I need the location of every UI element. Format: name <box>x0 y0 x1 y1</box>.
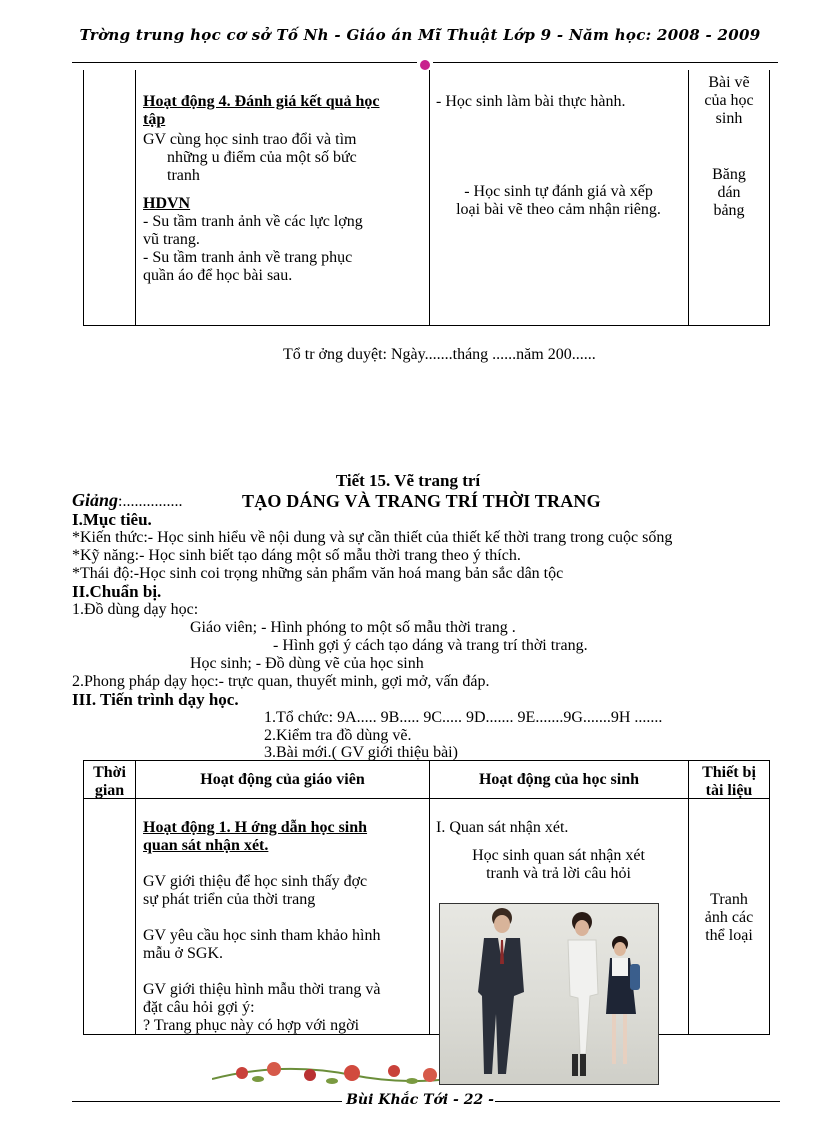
page-footer: Bùi Khắc Tới - 22 - <box>346 1092 494 1108</box>
header-equipment <box>689 764 769 800</box>
section-objectives-heading: I.Mục tiêu. <box>72 510 152 529</box>
activity4-line: những u điểm của một số bức <box>167 149 357 166</box>
teacher-line: sự phát triển của thời trang <box>143 891 316 908</box>
section-process-heading: III. Tiến trình dạy học. <box>72 690 239 709</box>
column-divider <box>688 70 689 325</box>
teacher-line: GV yêu cầu học sinh tham khảo hình <box>143 927 381 944</box>
page-header: Trờng trung học cơ sở Tố Nh - Giáo án Mĩ Thuật Lớp 9 - Năm học: 2008 - 2009 <box>79 26 761 44</box>
process-line: 3.Bài mới.( GV giới thiệu bài) <box>264 744 458 761</box>
equip-line: ảnh các <box>704 909 754 926</box>
activity4-line: tranh <box>167 167 200 184</box>
teacher-line: mẫu ở SGK. <box>143 945 224 962</box>
preparation-line: Giáo viên; - Hình phóng to một số mẫu thời trang . <box>190 619 516 636</box>
student-line: - Học sinh làm bài thực hành. <box>436 93 626 110</box>
student-heading: I. Quan sát nhận xét. <box>436 819 569 836</box>
hdvn-line: - Su tầm tranh ảnh về các lực lợng <box>143 213 363 230</box>
equip-line: thể loại <box>705 927 753 944</box>
hdvn-line: quần áo để học bài sau. <box>143 267 293 284</box>
teacher-line: GV giới thiệu hình mẫu thời trang và <box>143 981 381 998</box>
teacher-activity-cell <box>143 819 425 1035</box>
column-divider <box>688 761 689 1034</box>
column-divider <box>429 70 430 325</box>
equipment-cell <box>690 891 768 945</box>
activity4-line: GV cùng học sinh trao đổi và tìm <box>143 131 357 148</box>
header-teacher-activity: Hoạt động của giáo viên <box>200 771 365 788</box>
equip-line: Tranh <box>710 891 748 908</box>
activity4-title: Hoạt động 4. Đánh giá kết quả học tập <box>143 93 380 128</box>
header-time-line: Thời <box>93 764 126 781</box>
equip-line: của học <box>704 92 754 109</box>
process-line: 2.Kiểm tra đồ dùng vẽ. <box>264 727 412 744</box>
equip-line: Bài vẽ <box>708 74 750 91</box>
footer-rule-left <box>72 1101 342 1102</box>
activity1-title: quan sát nhận xét. <box>143 837 269 854</box>
equip-line: bảng <box>713 202 745 219</box>
header-rule-right <box>433 62 778 63</box>
preparation-line: Học sinh; - Đồ dùng vẽ của học sinh <box>190 655 424 672</box>
header-row-divider <box>84 798 769 799</box>
hdvn-line: - Su tầm tranh ảnh về trang phục <box>143 249 353 266</box>
preparation-line: 1.Đồ dùng dạy học: <box>72 601 199 618</box>
process-line: 1.Tổ chức: 9A..... 9B..... 9C..... 9D....... 9E.......9G.......9H ....... <box>264 709 663 726</box>
header-time <box>84 764 135 800</box>
approval-signature-line: Tổ tr ởng duyệt: Ngày.......tháng ......năm 200...... <box>283 346 596 363</box>
flower-ornament-icon <box>420 60 430 70</box>
fashion-figures-illustration <box>440 904 658 1084</box>
equip-line: Băng <box>712 166 746 183</box>
objective-line: *Kiến thức:- Học sinh hiểu về nội dung và sự cần thiết của thiết kế thời trang trong cuộc sống <box>72 529 673 546</box>
footer-rule-right <box>495 1101 780 1102</box>
header-equipment-line: Thiết bị <box>702 764 756 781</box>
giang-value: :............... <box>118 493 183 510</box>
teacher-line: đặt câu hỏi gợi ý: <box>143 999 255 1016</box>
objective-line: *Thái độ:-Học sinh coi trọng những sản phẩm văn hoá mang bản sắc dân tộc <box>72 565 564 582</box>
fashion-models-photo <box>439 903 659 1085</box>
giang-label: Giảng <box>72 490 119 510</box>
teacher-line: GV giới thiệu để học sinh thấy đợc <box>143 873 368 890</box>
section-preparation-heading: II.Chuẩn bị. <box>72 582 162 601</box>
hdvn-title: HDVN <box>143 195 191 212</box>
header-rule-left <box>72 62 417 63</box>
teacher-column-cell <box>143 93 403 285</box>
lesson-activity-table <box>83 760 770 1035</box>
preparation-line: 2.Phong pháp dạy học:- trực quan, thuyết minh, gợi mở, vấn đáp. <box>72 673 490 690</box>
equip-line: sinh <box>715 110 743 127</box>
hdvn-line: vũ trang. <box>143 231 200 248</box>
student-line: Học sinh quan sát nhận xét <box>472 847 645 864</box>
teacher-line: ? Trang phục này có hợp với ngời <box>143 1017 360 1034</box>
equip-line: dán <box>717 184 741 201</box>
column-divider <box>135 761 136 1034</box>
lesson-subtitle: TẠO DÁNG VÀ TRANG TRÍ THỜI TRANG <box>242 491 601 511</box>
header-student-activity: Hoạt động của học sinh <box>478 771 640 788</box>
objective-line: *Kỹ năng:- Học sinh biết tạo dáng một số mẫu thời trang theo ý thích. <box>72 547 521 564</box>
column-divider <box>135 70 136 325</box>
preparation-line: - Hình gợi ý cách tạo dáng và trang trí thời trang. <box>273 637 588 654</box>
student-column-cell <box>436 93 681 219</box>
student-line: - Học sinh tự đánh giá và xếp <box>464 183 653 200</box>
top-lesson-table <box>83 70 770 326</box>
giang-line <box>72 490 182 511</box>
student-line: tranh và trả lời câu hỏi <box>486 865 631 882</box>
equipment-column-cell <box>690 74 768 220</box>
student-activity-cell <box>436 819 681 883</box>
activity1-title: Hoạt động 1. H ớng dẫn học sinh <box>143 819 368 836</box>
header-equipment-line: tài liệu <box>705 782 753 799</box>
column-divider <box>429 761 430 1034</box>
header-time-line: gian <box>94 782 125 799</box>
student-line: loại bài vẽ theo cảm nhận riêng. <box>456 201 661 218</box>
lesson-title: Tiết 15. Vẽ trang trí <box>335 471 481 490</box>
